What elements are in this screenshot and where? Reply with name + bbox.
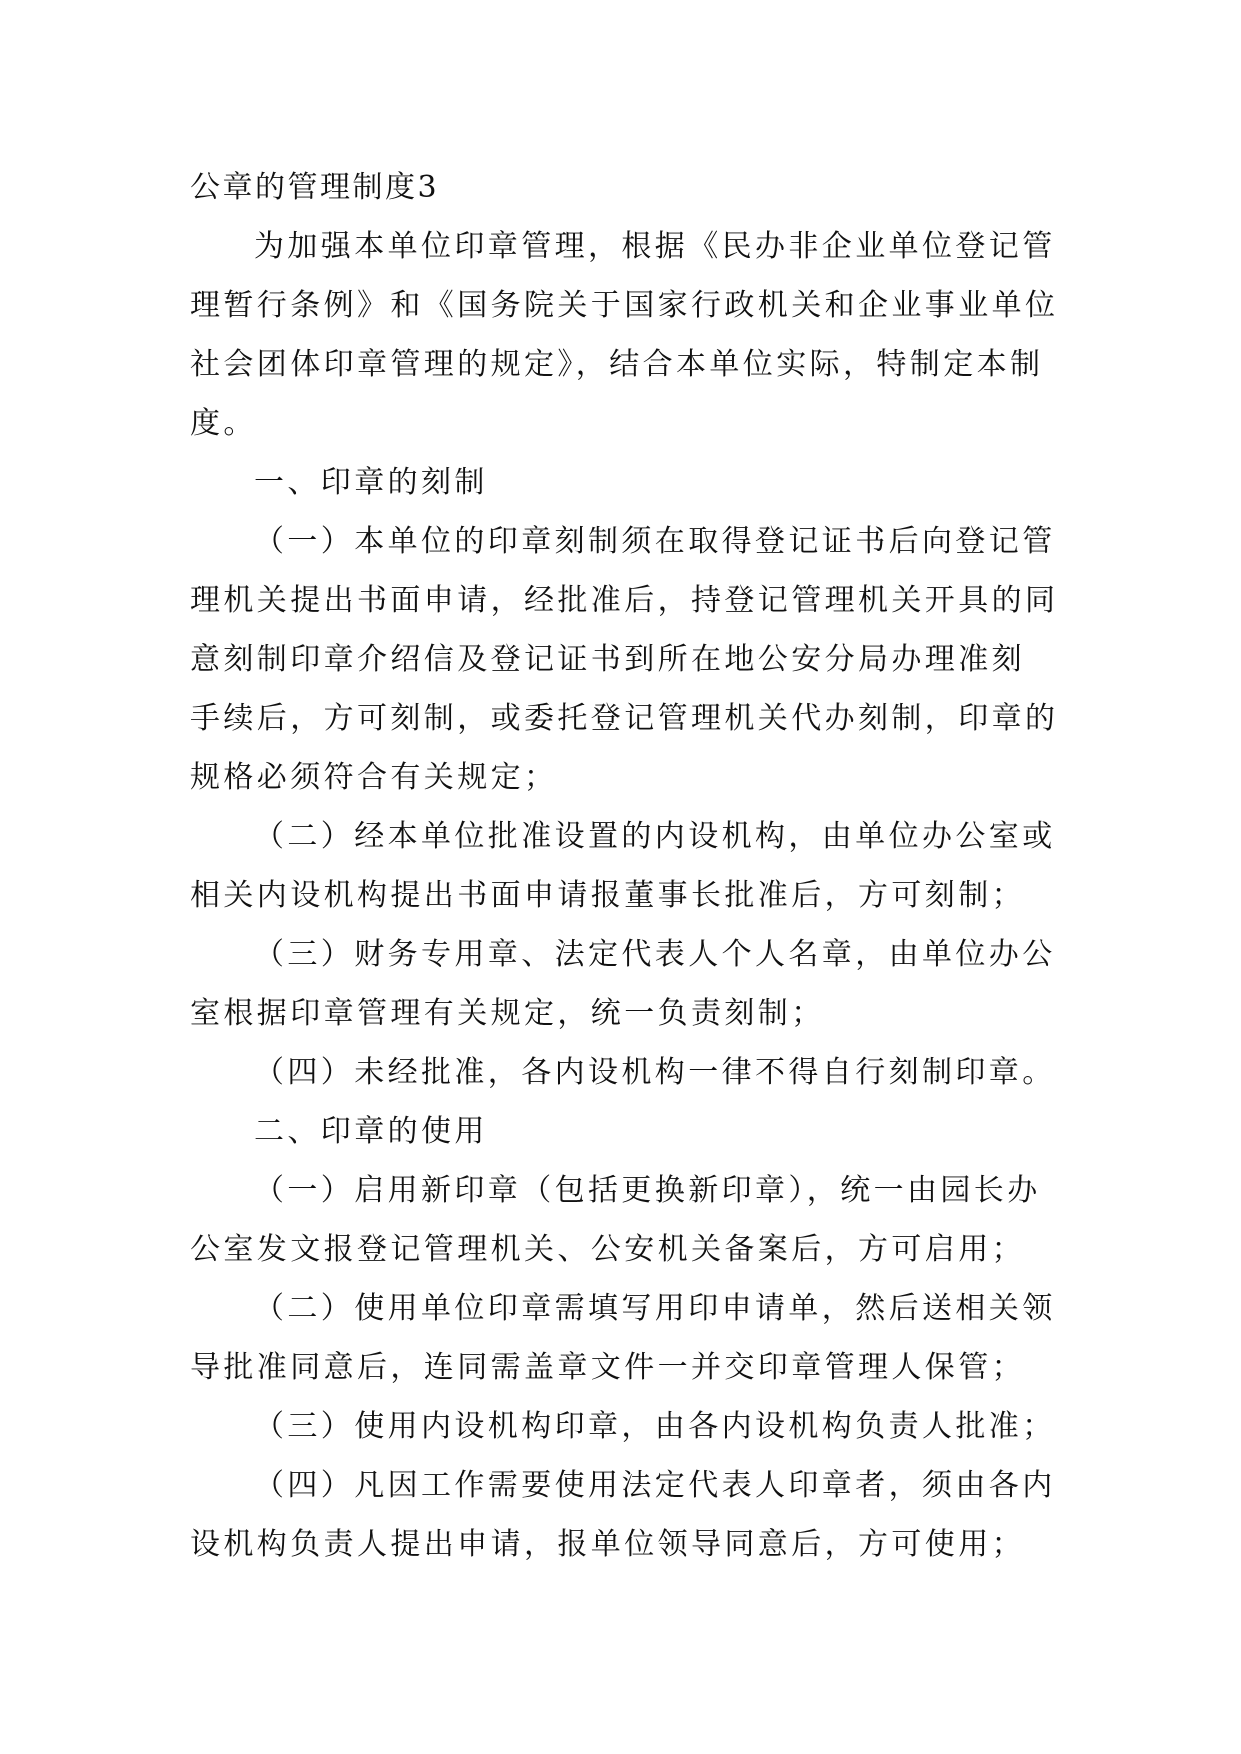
document-text [190,217,1059,1574]
text-line: 一、印章的刻制 [254,465,488,500]
text-line: （三）财务专用章、法定代表人个人名章，由单位办公 [254,937,1056,972]
text-line: （一）本单位的印章刻制须在取得登记证书后向登记管 [254,524,1056,559]
document-title: 公章的管理制度3 [190,170,440,205]
text-line: （四）未经批准，各内设机构一律不得自行刻制印章。 [254,1055,1056,1090]
text-line: 理机关提出书面申请，经批准后，持登记管理机关开具的同 [190,583,1059,618]
text-line: 室根据印章管理有关规定，统一负责刻制； [190,996,825,1031]
document-body [190,158,1059,1574]
text-line: 设机构负责人提出申请，报单位领导同意后，方可使用； [190,1527,1025,1562]
text-line: （二）经本单位批准设置的内设机构，由单位办公室或 [254,819,1056,854]
text-line: 社会团体印章管理的规定》，结合本单位实际，特制定本制 [190,347,1044,382]
text-line: （二）使用单位印章需填写用印申请单，然后送相关领 [254,1291,1056,1326]
text-line: （三）使用内设机构印章，由各内设机构负责人批准； [254,1409,1056,1444]
text-line: 度。 [190,406,257,441]
text-line: （四）凡因工作需要使用法定代表人印章者，须由各内 [254,1468,1056,1503]
text-line: 相关内设机构提出书面申请报董事长批准后，方可刻制； [190,878,1025,913]
text-line: 规格必须符合有关规定； [190,760,558,795]
text-line: 为加强本单位印章管理，根据《民办非企业单位登记管 [254,229,1056,264]
text-line: 理暂行条例》和《国务院关于国家行政机关和企业事业单位 [190,288,1059,323]
text-line: 意刻制印章介绍信及登记证书到所在地公安分局办理准刻 [190,642,1025,677]
text-line: 公室发文报登记管理机关、公安机关备案后，方可启用； [190,1232,1025,1267]
text-line: 手续后，方可刻制，或委托登记管理机关代办刻制，印章的 [190,701,1059,736]
text-line: 导批准同意后，连同需盖章文件一并交印章管理人保管； [190,1350,1025,1385]
text-line: 二、印章的使用 [254,1114,488,1149]
text-line: （一）启用新印章（包括更换新印章），统一由园长办 [254,1173,1041,1208]
